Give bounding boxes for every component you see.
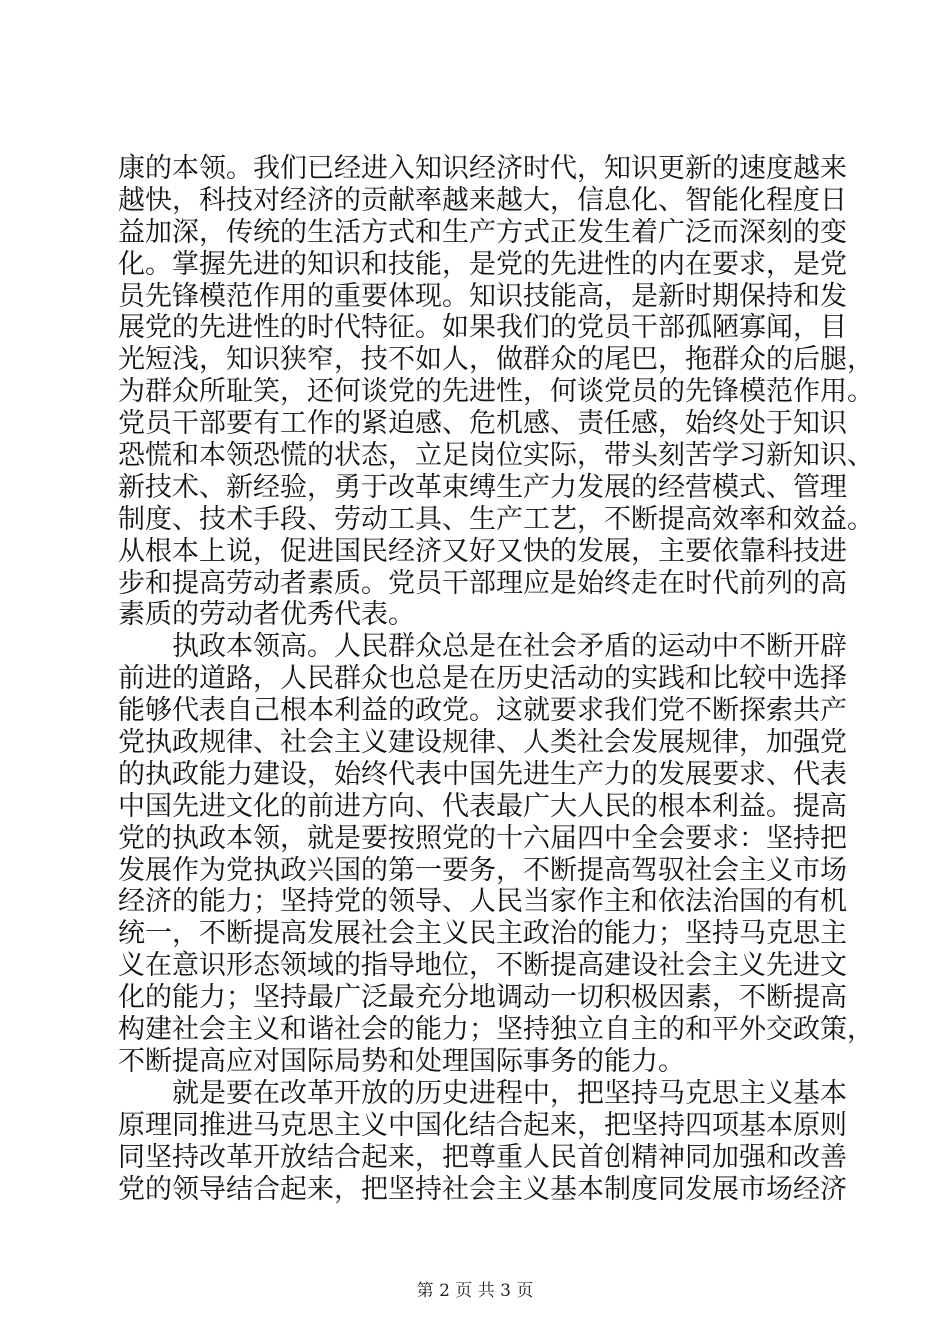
text-line: 构建社会主义和谐社会的能力；坚持独立自主的和平外交政策， — [118, 1014, 874, 1046]
text-line: 前进的道路，人民群众也总是在历史活动的实践和比较中选择 — [118, 663, 847, 695]
text-line: 康的本领。我们已经进入知识经济时代，知识更新的速度越来 — [118, 153, 847, 184]
text-line: 为群众所耻笑，还何谈党的先进性，何谈党员的先锋模范作用。 — [118, 376, 874, 408]
text-line: 化。掌握先进的知识和技能，是党的先进性的内在要求，是党 — [118, 248, 847, 280]
text-line: 同坚持改革开放结合起来，把尊重人民首创精神同加强和改善 — [118, 1141, 847, 1173]
body-text — [118, 153, 874, 1205]
text-line: 统一，不断提高发展社会主义民主政治的能力；坚持马克思主 — [118, 918, 847, 950]
paragraph-first-line: 执政本领高。人民群众总是在社会矛盾的运动中不断开辟 — [172, 631, 847, 663]
text-line: 发展作为党执政兴国的第一要务，不断提高驾驭社会主义市场 — [118, 854, 847, 886]
text-line: 的执政能力建设，始终代表中国先进生产力的发展要求、代表 — [118, 758, 847, 790]
text-line: 党执政规律、社会主义建设规律、人类社会发展规律，加强党 — [118, 727, 847, 759]
text-line: 能够代表自己根本利益的政党。这就要求我们党不断探索共产 — [118, 695, 847, 727]
text-line: 党员干部要有工作的紧迫感、危机感、责任感，始终处于知识 — [118, 408, 847, 440]
text-line: 新技术、新经验，勇于改革束缚生产力发展的经营模式、管理 — [118, 471, 847, 503]
text-line: 化的能力；坚持最广泛最充分地调动一切积极因素，不断提高 — [118, 982, 847, 1014]
text-line: 步和提高劳动者素质。党员干部理应是始终走在时代前列的高 — [118, 567, 847, 599]
page-footer: 第 2 页 共 3 页 — [416, 1281, 534, 1301]
text-line: 恐慌和本领恐慌的状态，立足岗位实际，带头刻苦学习新知识、 — [118, 440, 874, 472]
text-line: 党的领导结合起来，把坚持社会主义基本制度同发展市场经济 — [118, 1173, 847, 1205]
text-line: 不断提高应对国际局势和处理国际事务的能力。 — [118, 1045, 685, 1077]
text-line: 制度、技术手段、劳动工具、生产工艺，不断提高效率和效益。 — [118, 503, 874, 535]
text-line: 展党的先进性的时代特征。如果我们的党员干部孤陋寡闻，目 — [118, 312, 847, 344]
text-line: 党的执政本领，就是要按照党的十六届四中全会要求：坚持把 — [118, 822, 847, 854]
text-line: 益加深，传统的生活方式和生产方式正发生着广泛而深刻的变 — [118, 216, 847, 248]
text-line: 经济的能力；坚持党的领导、人民当家作主和依法治国的有机 — [118, 886, 847, 918]
text-line: 光短浅，知识狭窄，技不如人，做群众的尾巴，拖群众的后腿， — [118, 344, 874, 376]
text-line: 从根本上说，促进国民经济又好又快的发展，主要依靠科技进 — [118, 535, 847, 567]
text-line: 越快，科技对经济的贡献率越来越大，信息化、智能化程度日 — [118, 184, 847, 216]
text-line: 原理同推进马克思主义中国化结合起来，把坚持四项基本原则 — [118, 1109, 847, 1141]
text-line: 中国先进文化的前进方向、代表最广大人民的根本利益。提高 — [118, 790, 847, 822]
text-line: 义在意识形态领域的指导地位，不断提高建设社会主义先进文 — [118, 950, 847, 982]
text-line: 素质的劳动者优秀代表。 — [118, 599, 415, 631]
paragraph-first-line: 就是要在改革开放的历史进程中，把坚持马克思主义基本 — [172, 1077, 847, 1109]
text-line: 员先锋模范作用的重要体现。知识技能高，是新时期保持和发 — [118, 280, 847, 312]
